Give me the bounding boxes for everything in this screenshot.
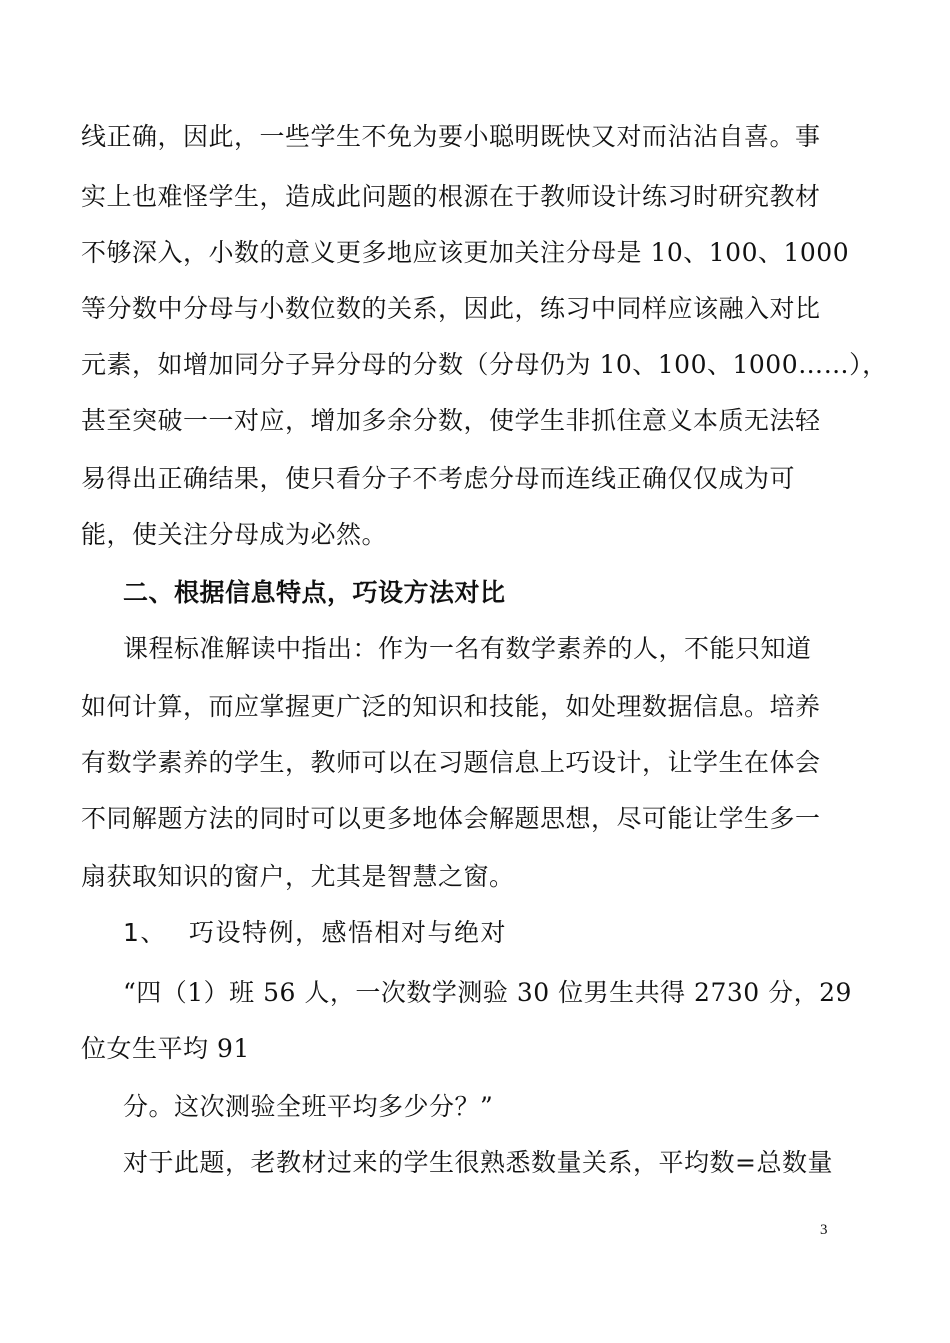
paragraph-line: 元素，如增加同分子异分母的分数（分母仍为 10、100、1000……）， — [81, 350, 888, 379]
paragraph-line: 扇获取知识的窗户，尤其是智慧之窗。 — [81, 862, 515, 891]
paragraph-line: 线正确，因此，一些学生不免为要小聪明既快又对而沾沾自喜。事 — [81, 122, 821, 151]
page-number: 3 — [820, 1222, 828, 1238]
paragraph-line: 甚至突破一一对应，增加多余分数，使学生非抓住意义本质无法轻 — [81, 406, 821, 435]
paragraph-line: 实上也难怪学生，造成此问题的根源在于教师设计练习时研究教材 — [81, 182, 821, 211]
paragraph-line: 课程标准解读中指出：作为一名有数学素养的人，不能只知道 — [123, 634, 812, 663]
paragraph-line: 有数学素养的学生，教师可以在习题信息上巧设计，让学生在体会 — [81, 748, 821, 777]
paragraph-line: 能，使关注分母成为必然。 — [81, 520, 388, 549]
problem-line: “四（1）班 56 人，一次数学测验 30 位男生共得 2730 分，29 — [123, 978, 852, 1007]
paragraph-line: 对于此题，老教材过来的学生很熟悉数量关系，平均数=总数量 — [123, 1148, 833, 1177]
problem-line: 位女生平均 91 — [81, 1034, 250, 1063]
paragraph-line: 如何计算，而应掌握更广泛的知识和技能，如处理数据信息。培养 — [81, 692, 821, 721]
paragraph-line: 易得出正确结果，使只看分子不考虑分母而连线正确仅仅成为可 — [81, 464, 796, 493]
subheading-text: 巧设特例，感悟相对与绝对 — [189, 918, 508, 947]
paragraph-line: 不够深入，小数的意义更多地应该更加关注分母是 10、100、1000 — [81, 238, 850, 267]
paragraph-line: 不同解题方法的同时可以更多地体会解题思想，尽可能让学生多一 — [81, 804, 821, 833]
paragraph-line: 等分数中分母与小数位数的关系，因此，练习中同样应该融入对比 — [81, 294, 821, 323]
section-heading: 二、根据信息特点，巧设方法对比 — [123, 578, 506, 607]
subheading-number: 1、 — [123, 918, 167, 947]
problem-line: 分。这次测验全班平均多少分？” — [123, 1092, 494, 1121]
subheading — [123, 918, 507, 948]
